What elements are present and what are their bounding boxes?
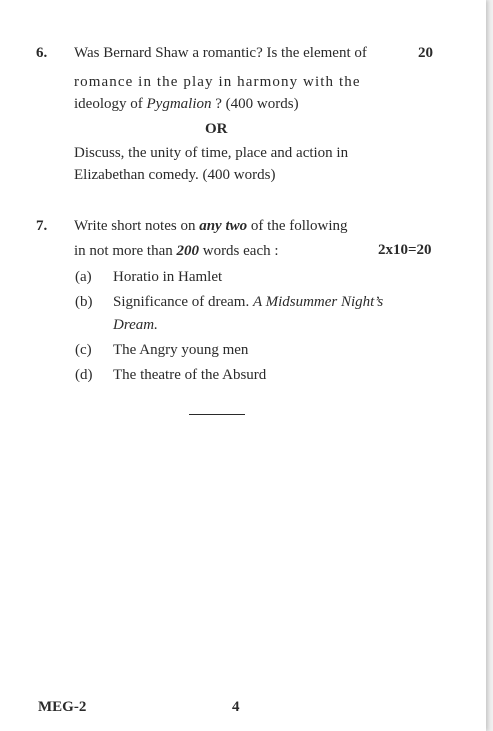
option-a-text: Horatio in Hamlet (113, 269, 223, 285)
question-6-alt-line-2: Elizabethan comedy. (400 words) (74, 167, 276, 183)
question-7-line-1: Write short notes on any two of the following (74, 218, 348, 234)
question-6-number: 6. (36, 45, 48, 61)
option-a-label: (a) (75, 269, 92, 285)
option-d-text: The theatre of the Absurd (113, 367, 267, 383)
question-6-alt-line-1: Discuss, the unity of time, place and action in (74, 145, 349, 161)
footer-course-code: MEG-2 (38, 699, 87, 715)
question-6-line-1: Was Bernard Shaw a romantic? Is the element of (74, 45, 367, 61)
footer-page-number: 4 (232, 699, 240, 715)
question-7-marks: 2x10=20 (378, 242, 432, 258)
question-6-line-2: romance in the play in harmony with the (74, 74, 361, 90)
play-title-midsummer: A Midsummer Night’s (252, 294, 384, 310)
option-b-text-continued: Dream. (113, 317, 158, 333)
option-b-label: (b) (75, 294, 93, 310)
option-c-label: (c) (75, 342, 92, 358)
emphasis-word-limit: 200 (176, 243, 199, 259)
option-c-text: The Angry young men (113, 342, 249, 358)
question-6-line-3: ideology of Pygmalion ? (400 words) (74, 96, 299, 112)
question-7-line-2: in not more than 200 words each : (74, 243, 279, 259)
end-of-questions-rule (189, 414, 245, 415)
option-d-label: (d) (75, 367, 93, 383)
or-separator: OR (205, 121, 228, 137)
play-title-pygmalion: Pygmalion (146, 96, 212, 112)
question-6-marks: 20 (418, 45, 433, 61)
question-7-number: 7. (36, 218, 48, 234)
emphasis-any-two: any two (199, 218, 248, 234)
option-b-text: Significance of dream. A Midsummer Night’s (113, 294, 384, 310)
